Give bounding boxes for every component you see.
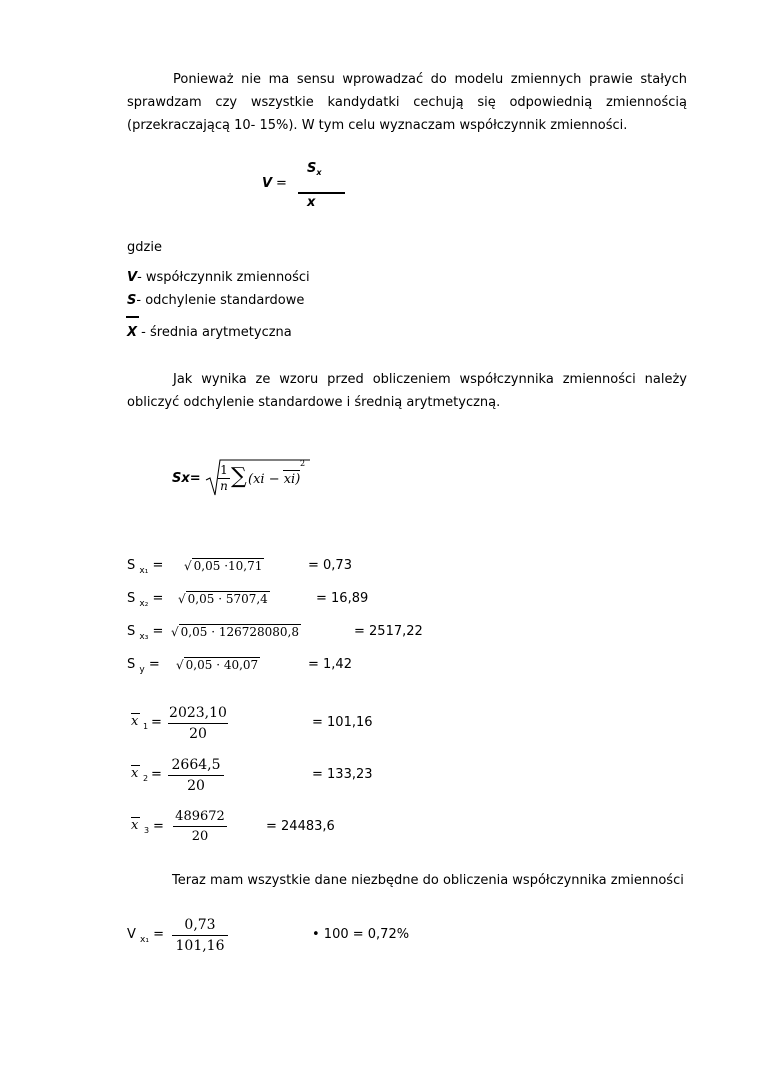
mean-sub: 2 xyxy=(143,774,149,783)
definition-s: S- odchylenie standardowe xyxy=(127,293,305,308)
sx-body: (xi − xi) xyxy=(248,472,301,487)
std-result: = 1,42 xyxy=(308,657,352,672)
definition-x: X - średnia arytmetyczna xyxy=(127,325,292,340)
std-radicand: √ 0,05 · 126728080,8 xyxy=(171,625,299,639)
intro-paragraph: Ponieważ nie ma sensu wprowadzać do modelu zmiennych prawie stałych sprawdzam czy wszystkie kandydatki cechują się odpowiednią zmiennością (przekraczającą 10- 15%). W tym celu wyznaczam współczynnik zmienności. xyxy=(127,72,687,133)
sum-icon: ∑ xyxy=(231,464,247,489)
mean-fraction: 2023,10 20 xyxy=(169,705,227,742)
std-label: S $_{x_3}$ = xyxy=(127,624,164,642)
mean-symbol: x xyxy=(131,818,139,833)
mean-sub: 3 xyxy=(144,826,150,835)
v-formula-lhs: V xyxy=(262,176,273,191)
mean-eq: = xyxy=(151,715,162,730)
mean-result: = 133,23 xyxy=(312,767,373,782)
mean-symbol: x xyxy=(131,714,139,729)
mean-fraction: 2664,5 20 xyxy=(168,757,224,794)
std-label: S $_{x_1}$ = xyxy=(127,558,164,576)
sx-mean-bar xyxy=(283,470,300,471)
mean-symbol: x xyxy=(131,766,139,781)
std-radicand: √ 0,05 · 40,07 xyxy=(176,658,259,672)
sx-one-over-n: 1 n xyxy=(218,463,230,493)
v-formula-mean-bar xyxy=(309,193,322,194)
gdzie-label: gdzie xyxy=(127,240,162,255)
v-row-fraction: 0,73 101,16 xyxy=(172,917,228,954)
definition-v: V- współczynnik zmienności xyxy=(127,270,310,285)
sx-formula-lhs: Sx= xyxy=(172,471,201,486)
mean-result: = 24483,6 xyxy=(266,819,335,834)
mean-result: = 101,16 xyxy=(312,715,373,730)
std-label: S $_y$ = xyxy=(127,657,160,675)
definition-x-overbar xyxy=(126,316,139,318)
mean-eq: = xyxy=(153,819,164,834)
std-label: S $_{x_2}$ = xyxy=(127,591,164,609)
second-paragraph: Jak wynika ze wzoru przed obliczeniem współczynnika zmienności należy obliczyć odchylenie standardowe i średnią arytmetyczną. xyxy=(127,372,687,410)
v-formula-equals: = xyxy=(276,176,287,191)
std-result: = 2517,22 xyxy=(354,624,423,639)
std-result: = 16,89 xyxy=(316,591,369,606)
mean-sub: 1 xyxy=(143,722,149,731)
mean-fraction: 489672 20 xyxy=(173,809,227,844)
sx-exponent: 2 xyxy=(300,459,306,468)
std-radicand: √ 0,05 · 5707,4 xyxy=(178,592,268,606)
v-formula-numerator: $S_x$ xyxy=(307,161,322,177)
v-formula-denominator: x xyxy=(307,195,316,210)
std-result: = 0,73 xyxy=(308,558,352,573)
std-radicand: √ 0,05 ·10,71 xyxy=(184,559,263,573)
mean-eq: = xyxy=(151,767,162,782)
v-row-label: V $_{x_1}$ = xyxy=(127,927,165,945)
third-paragraph: Teraz mam wszystkie dane niezbędne do obliczenia współczynnika zmienności xyxy=(172,873,684,888)
v-row-result: • 100 = 0,72% xyxy=(312,927,410,942)
